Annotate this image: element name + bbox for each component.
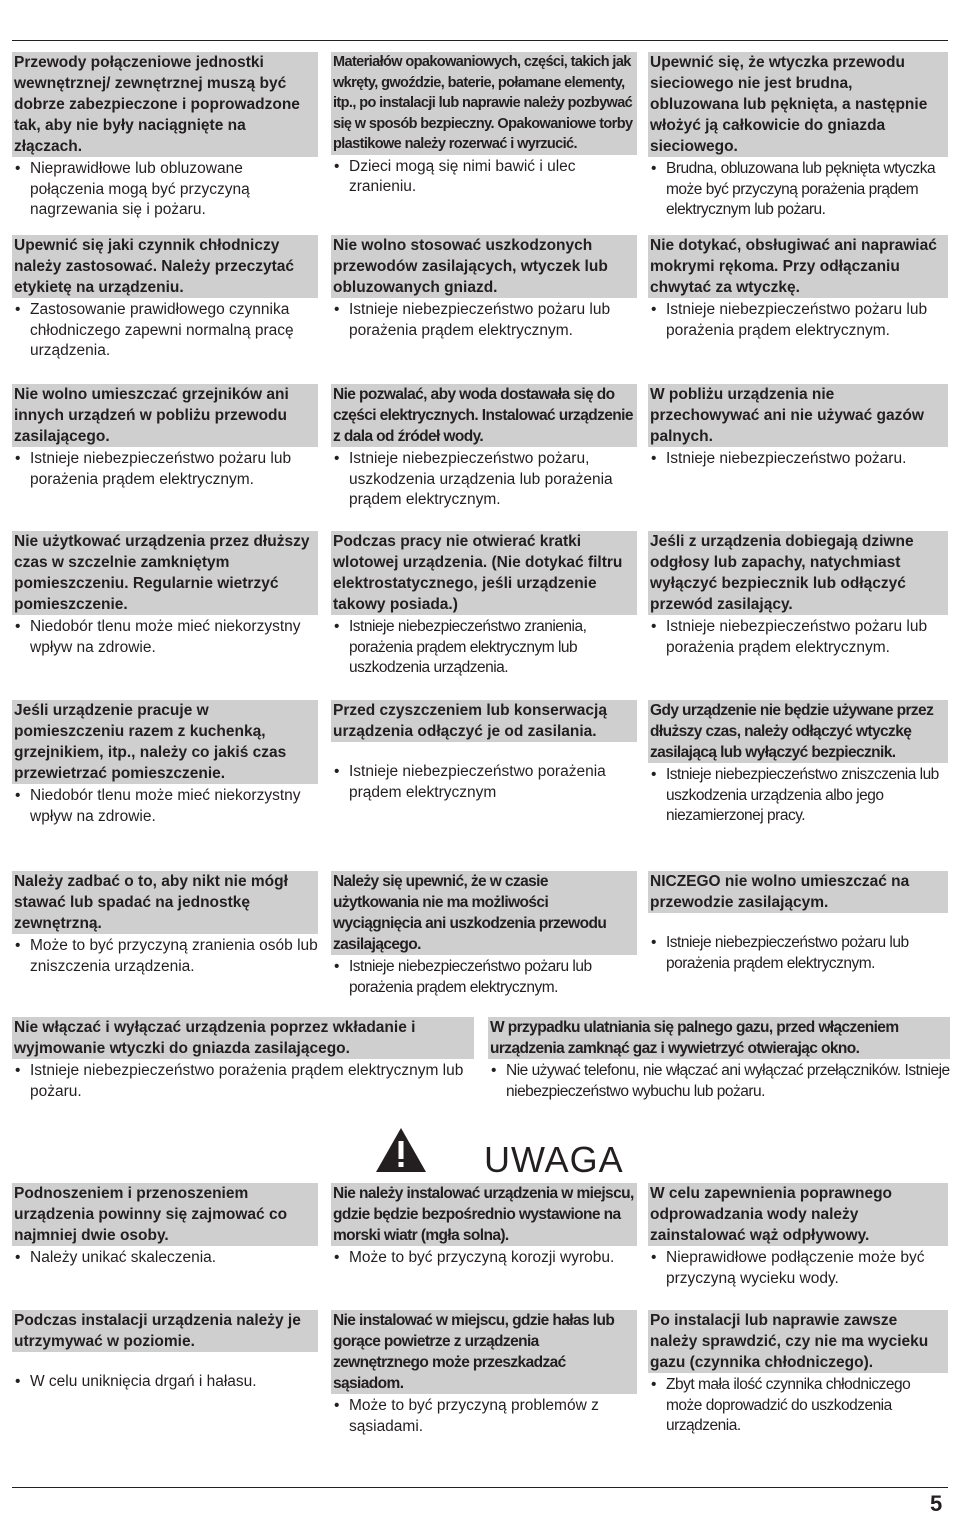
item-wide2 bbox=[488, 1017, 950, 1102]
item-heading: Nie włączać i wyłączać urządzenia poprzez wkładanie i wyjmowanie wtyczki do gniazda zasilającego. bbox=[12, 1017, 474, 1059]
item-r3c1 bbox=[12, 384, 318, 490]
item-bullet: • Brudna, obluzowana lub pęknięta wtyczka może być przyczyną porażenia prądem elektrycznym lub pożaru. bbox=[648, 159, 948, 221]
item-heading: Upewnić się jaki czynnik chłodniczy należy zastosować. Należy przeczytać etykietę na urządzeniu. bbox=[12, 235, 318, 298]
item-r8c3 bbox=[648, 1310, 948, 1437]
item-heading: W celu zapewnienia poprawnego odprowadzania wody należy zainstalować wąż odpływowy. bbox=[648, 1183, 948, 1246]
item-bullet: • Istnieje niebezpieczeństwo pożaru lub porażenia prądem elektrycznym. bbox=[331, 300, 637, 341]
item-r5c2 bbox=[331, 700, 637, 803]
item-r6c3 bbox=[648, 871, 948, 974]
item-heading: Podczas instalacji urządzenia należy je utrzymywać w poziomie. bbox=[12, 1310, 318, 1352]
item-bullet: • Istnieje niebezpieczeństwo pożaru lub porażenia prądem elektrycznym. bbox=[648, 300, 948, 341]
item-r2c2 bbox=[331, 235, 637, 341]
item-heading: Nie należy instalować urządzenia w miejscu, gdzie będzie bezpośrednio wystawione na morski wiatr (mgła solna). bbox=[331, 1183, 637, 1246]
item-heading: Jeśli urządzenie pracuje w pomieszczeniu razem z kuchenką, grzejnikiem, itp., należy co jakiś czas przewietrzać pomieszczenie. bbox=[12, 700, 318, 784]
item-bullet: • Może to być przyczyną problemów z sąsiadami. bbox=[331, 1396, 637, 1437]
item-heading: NICZEGO nie wolno umieszczać na przewodzie zasilającym. bbox=[648, 871, 948, 913]
item-heading: Nie wolno stosować uszkodzonych przewodów zasilających, wtyczek lub obluzowanych gniazd. bbox=[331, 235, 637, 298]
item-heading: Należy zadbać o to, aby nikt nie mógł stawać lub spadać na jednostkę zewnętrzną. bbox=[12, 871, 318, 934]
item-bullet: • Istnieje niebezpieczeństwo pożaru. bbox=[648, 449, 948, 470]
item-bullet: • Istnieje niebezpieczeństwo pożaru lub porażenia prądem elektrycznym. bbox=[648, 933, 948, 974]
item-heading: W przypadku ulatniania się palnego gazu, przed włączeniem urządzenia zamknąć gaz i wywietrzyć otwierając okno. bbox=[488, 1017, 950, 1059]
item-bullet: • Nieprawidłowe podłączenie może być przyczyną wycieku wody. bbox=[648, 1248, 948, 1289]
item-heading: Nie użytkować urządzenia przez dłuższy czas w szczelnie zamkniętym pomieszczeniu. Regularnie wietrzyć pomieszczenie. bbox=[12, 531, 318, 615]
item-heading: Nie instalować w miejscu, gdzie hałas lub gorące powietrze z urządzenia zewnętrznego może przeszkadzać sąsiadom. bbox=[331, 1310, 637, 1394]
item-heading: Należy się upewnić, że w czasie użytkowania nie ma możliwości wyciągnięcia ani uszkodzenia przewodu zasilającego. bbox=[331, 871, 637, 955]
item-bullet: • Może to być przyczyną zranienia osób lub zniszczenia urządzenia. bbox=[12, 936, 318, 977]
item-wide1 bbox=[12, 1017, 474, 1102]
item-heading: Przewody połączeniowe jednostki wewnętrznej/ zewnętrznej muszą być dobrze zabezpieczone i poprowadzone tak, aby nie były naciągnięte na złączach. bbox=[12, 52, 318, 157]
warning-triangle-icon bbox=[375, 1127, 427, 1173]
item-heading: Gdy urządzenie nie będzie używane przez dłuższy czas, należy odłączyć wtyczkę zasilającą lub wyłączyć bezpiecznik. bbox=[648, 700, 948, 763]
item-bullet: • Istnieje niebezpieczeństwo pożaru, uszkodzenia urządzenia lub porażenia prądem elektrycznym. bbox=[331, 449, 637, 511]
item-heading: Upewnić się, że wtyczka przewodu sieciowego nie jest brudna, obluzowana lub pęknięta, a następnie włożyć ją całkowicie do gniazda sieciowego. bbox=[648, 52, 948, 157]
item-bullet: • Istnieje niebezpieczeństwo porażenia prądem elektrycznym lub pożaru. bbox=[12, 1061, 474, 1102]
item-r3c3 bbox=[648, 384, 948, 470]
item-bullet: • W celu uniknięcia drgań i hałasu. bbox=[12, 1372, 318, 1393]
item-r5c1 bbox=[12, 700, 318, 827]
page-number: 5 bbox=[930, 1491, 943, 1516]
item-r8c2 bbox=[331, 1310, 637, 1437]
item-heading: Jeśli z urządzenia dobiegają dziwne odgłosy lub zapachy, natychmiast wyłączyć bezpiecznik lub odłączyć przewód zasilający. bbox=[648, 531, 948, 615]
bottom-rule bbox=[12, 1487, 948, 1488]
item-bullet: • Niedobór tlenu może mieć niekorzystny wpływ na zdrowie. bbox=[12, 617, 318, 658]
item-r2c3 bbox=[648, 235, 948, 341]
item-heading: Po instalacji lub naprawie zawsze należy sprawdzić, czy nie ma wycieku gazu (czynnika chłodniczego). bbox=[648, 1310, 948, 1373]
item-r1c2 bbox=[331, 52, 637, 198]
item-heading: Nie dotykać, obsługiwać ani naprawiać mokrymi rękoma. Przy odłączaniu chwytać za wtyczkę. bbox=[648, 235, 948, 298]
item-r8c1 bbox=[12, 1310, 318, 1393]
item-bullet: • Niedobór tlenu może mieć niekorzystny wpływ na zdrowie. bbox=[12, 786, 318, 827]
item-r3c2 bbox=[331, 384, 637, 511]
item-r7c3 bbox=[648, 1183, 948, 1289]
item-heading: Podczas pracy nie otwierać kratki wlotowej urządzenia. (Nie dotykać filtru elektrostatycznego, jeśli urządzenie takowy posiada.) bbox=[331, 531, 637, 615]
item-bullet: • Istnieje niebezpieczeństwo pożaru lub porażenia prądem elektrycznym. bbox=[648, 617, 948, 658]
item-bullet: • Zastosowanie prawidłowego czynnika chłodniczego zapewni normalną pracę urządzenia. bbox=[12, 300, 318, 362]
item-r6c1 bbox=[12, 871, 318, 977]
item-bullet: • Może to być przyczyną korozji wyrobu. bbox=[331, 1248, 637, 1269]
item-r7c1 bbox=[12, 1183, 318, 1269]
item-bullet: • Nie używać telefonu, nie włączać ani wyłączać przełączników. Istnieje niebezpieczeństwo wybuchu lub pożaru. bbox=[488, 1061, 950, 1102]
item-bullet: • Istnieje niebezpieczeństwo porażenia prądem elektrycznym bbox=[331, 762, 637, 803]
item-bullet: • Zbyt mała ilość czynnika chłodniczego może doprowadzić do uszkodzenia urządzenia. bbox=[648, 1375, 948, 1437]
item-bullet: • Nieprawidłowe lub obluzowane połączenia mogą być przyczyną nagrzewania się i pożaru. bbox=[12, 159, 318, 221]
item-bullet: • Istnieje niebezpieczeństwo zranienia, porażenia prądem elektrycznym lub uszkodzenia urządzenia. bbox=[331, 617, 637, 679]
item-r4c1 bbox=[12, 531, 318, 658]
item-bullet: • Należy unikać skaleczenia. bbox=[12, 1248, 318, 1269]
item-bullet: • Istnieje niebezpieczeństwo pożaru lub porażenia prądem elektrycznym. bbox=[331, 957, 637, 998]
item-r2c1 bbox=[12, 235, 318, 362]
item-bullet: • Istnieje niebezpieczeństwo zniszczenia lub uszkodzenia urządzenia albo jego niezamierzonej pracy. bbox=[648, 765, 948, 827]
item-r1c3 bbox=[648, 52, 948, 221]
item-heading: Przed czyszczeniem lub konserwacją urządzenia odłączyć je od zasilania. bbox=[331, 700, 637, 742]
caution-title: UWAGA bbox=[484, 1139, 624, 1180]
item-heading: Materiałów opakowaniowych, części, takich jak wkręty, gwoździe, baterie, połamane elementy, itp., po instalacji lub naprawie należy pozbywać się w sposób bezpieczny. Opakowaniowe torby plastikowe należy rozerwać i wyrzucić. bbox=[331, 52, 637, 155]
top-rule bbox=[12, 40, 948, 41]
item-heading: W pobliżu urządzenia nie przechowywać ani nie używać gazów palnych. bbox=[648, 384, 948, 447]
item-heading: Nie pozwalać, aby woda dostawała się do części elektrycznych. Instalować urządzenie z dala od źródeł wody. bbox=[331, 384, 637, 447]
item-r6c2 bbox=[331, 871, 637, 998]
item-bullet: • Dzieci mogą się nimi bawić i ulec zranieniu. bbox=[331, 157, 637, 198]
item-heading: Podnoszeniem i przenoszeniem urządzenia powinny się zajmować co najmniej dwie osoby. bbox=[12, 1183, 318, 1246]
item-r4c3 bbox=[648, 531, 948, 658]
item-heading: Nie wolno umieszczać grzejników ani innych urządzeń w pobliżu przewodu zasilającego. bbox=[12, 384, 318, 447]
item-bullet: • Istnieje niebezpieczeństwo pożaru lub porażenia prądem elektrycznym. bbox=[12, 449, 318, 490]
item-r4c2 bbox=[331, 531, 637, 679]
item-r7c2 bbox=[331, 1183, 637, 1269]
item-r5c3 bbox=[648, 700, 948, 827]
item-r1c1 bbox=[12, 52, 318, 221]
